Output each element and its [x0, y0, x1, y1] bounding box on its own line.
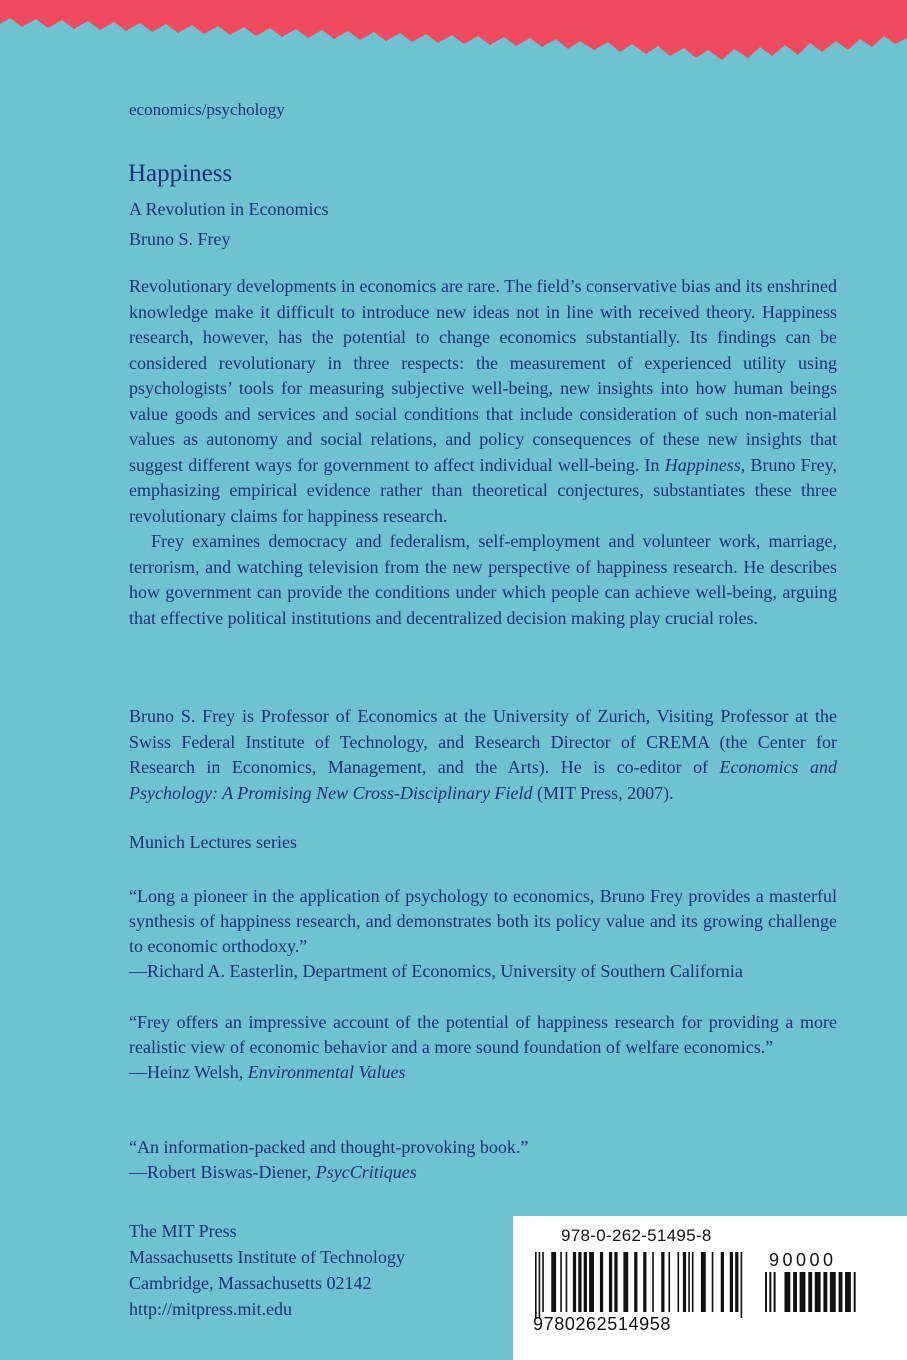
barcode-bar [808, 1272, 812, 1312]
barcode-panel [513, 1216, 907, 1360]
quote-text: “Frey offers an impressive account of the potential of happiness research for providing a more realistic view of economic behavior and a more sound foundation of welfare economics.” [129, 1012, 837, 1057]
barcode-bar [800, 1272, 806, 1312]
book-title: Happiness [128, 160, 233, 187]
publisher-url: http://mitpress.mit.edu [129, 1299, 292, 1319]
isbn-number: 978-0-262-51495-8 [561, 1226, 712, 1245]
book-subtitle: A Revolution in Economics [129, 199, 329, 219]
barcode-bar [661, 1252, 664, 1312]
barcode-bar [721, 1252, 724, 1312]
barcode-bar [815, 1272, 821, 1312]
description-italic-title: Happiness, [664, 454, 746, 475]
barcode-bar [839, 1272, 843, 1312]
publisher-institution: Massachusetts Institute of Technology [129, 1247, 405, 1267]
ragged-red-band [0, 0, 907, 60]
barcode-bar [668, 1252, 670, 1312]
barcode-bar [784, 1272, 790, 1312]
ean-digits: 9780262514958 [533, 1314, 671, 1334]
publisher-name: The MIT Press [129, 1221, 237, 1241]
quote-text: “Long a pioneer in the application of psychology to economics, Bruno Frey provides a masterful synthesis of happiness research, and demonstrates both its policy value and its growing challenge to economic orthodoxy.” [129, 886, 837, 956]
barcode-bar [560, 1252, 562, 1312]
publisher-block [129, 1218, 405, 1322]
barcode-bar [643, 1252, 646, 1312]
barcode-bar [542, 1252, 544, 1312]
bio-text-end: (MIT Press, 2007). [532, 782, 674, 803]
quote-attribution: —Robert Biswas-Diener, PsycCritiques [129, 1162, 417, 1182]
barcode-bar [535, 1252, 537, 1318]
barcode-bar [823, 1272, 827, 1312]
barcode-bar [578, 1252, 581, 1312]
bio-book-title: Economics and Psychology: A Promising New Cross-Disciplinary Field [129, 757, 837, 803]
quote-attribution: —Richard A. Easterlin, Department of Economics, University of Southern California [129, 961, 743, 981]
barcode-bar [584, 1252, 587, 1312]
quote-attribution: —Heinz Welsh, Environmental Values [129, 1062, 406, 1082]
description-text-continued: Bruno Frey, emphasizing empirical evidence rather than theoretical conjectures, substantiates these three revolutionary claims for happiness research. [129, 454, 837, 526]
barcode-bar [600, 1252, 603, 1312]
publisher-address: Cambridge, Massachusetts 02142 [129, 1273, 372, 1293]
barcode-bar [830, 1272, 836, 1312]
barcode-bar [589, 1252, 594, 1312]
barcode-bar [701, 1252, 706, 1312]
barcode-bar [845, 1272, 851, 1312]
ean-barcode [535, 1252, 755, 1318]
barcode-bar [652, 1252, 654, 1312]
category-label: economics/psychology [129, 100, 285, 119]
barcode-bar [688, 1252, 690, 1312]
barcode-bar [614, 1252, 617, 1312]
barcode-bar [677, 1252, 679, 1312]
barcode-bar [765, 1272, 767, 1312]
addon-barcode [765, 1272, 871, 1318]
description-paragraph-2: Frey examines democracy and federalism, self-employment and volunteer work, marriage, terrorism, and watching television from the new perspective of happiness research. He describes how government can provide the conditions under which people can achieve well-being, arguing that effective political institutions and decentralized decision making play crucial roles. [129, 531, 837, 628]
author-bio [129, 704, 837, 806]
review-quote-2 [129, 1010, 837, 1085]
barcode-bar [730, 1252, 733, 1312]
barcode-bar [793, 1272, 797, 1312]
barcode-bar [683, 1252, 686, 1312]
barcode-bar [854, 1272, 856, 1312]
barcode-bar [774, 1272, 776, 1312]
series-name: Munich Lectures series [129, 832, 297, 852]
barcode-bar [573, 1252, 576, 1312]
description-paragraph-1 [129, 274, 837, 529]
price-addon-digits: 90000 [769, 1250, 837, 1270]
review-quote-1 [129, 884, 837, 984]
bio-text: Bruno S. Frey is Professor of Economics at the University of Zurich, Visiting Professor at the Swiss Federal Institute of Technology, and Research Director of CREMA (the Center for Research in Economics, Management, and the Arts). He is co-editor of [129, 706, 837, 777]
book-description [129, 274, 837, 631]
barcode-bar [692, 1252, 694, 1312]
barcode-bar [735, 1252, 738, 1312]
barcode-bar [551, 1252, 556, 1312]
description-text: Revolutionary developments in economics are rare. The field’s conservative bias and its enshrined knowledge make it difficult to introduce new ideas not in line with received theory. Happiness research, however, has the potential to change economics substantially. Its findings can be considered revolutionary in three respects: the measurement of experienced utility using psychologists’ tools for measuring subjective well-being, new insights into how human beings value goods and services and social conditions that include consideration of such non-material values as autonomy and social relations, and policy consequences of these new insights that suggest different ways for government to affect individual well-being. In [129, 276, 837, 475]
barcode-bar [769, 1272, 771, 1312]
book-author: Bruno S. Frey [129, 229, 231, 249]
barcode-bar [609, 1252, 612, 1312]
barcode-bar [539, 1252, 541, 1318]
decorative-top-band [0, 0, 907, 80]
barcode-bar [634, 1252, 637, 1312]
barcode-bar [566, 1252, 568, 1312]
review-quote-3 [129, 1135, 837, 1185]
barcode-bar [712, 1252, 714, 1312]
barcode-bar [623, 1252, 628, 1312]
barcode-bar [741, 1252, 743, 1318]
quote-text: “An information-packed and thought-provoking book.” [129, 1137, 529, 1157]
